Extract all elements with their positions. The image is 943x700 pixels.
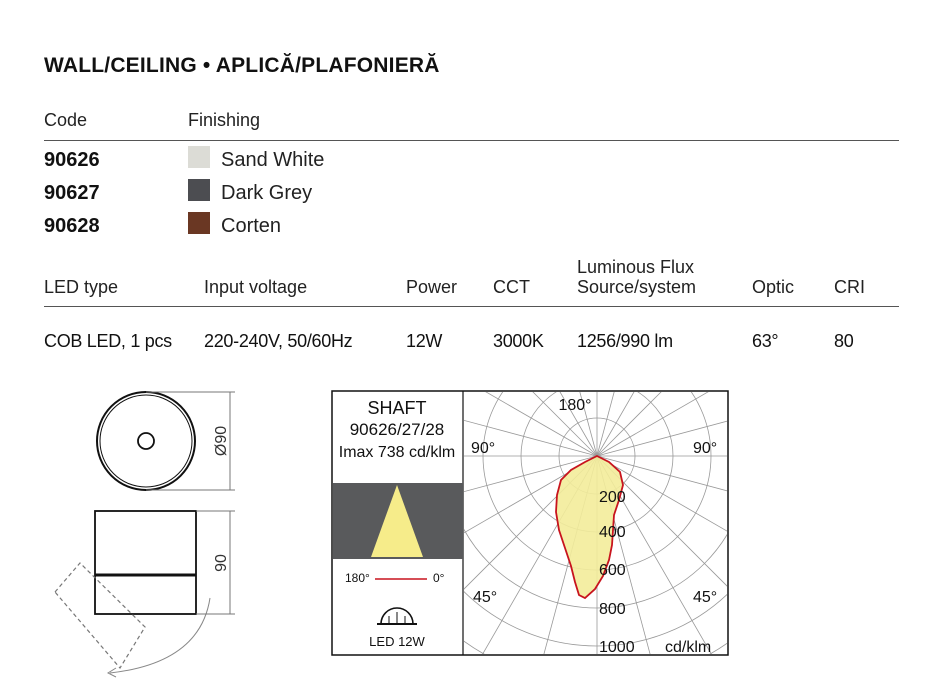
spec-divider bbox=[44, 306, 899, 307]
spec-power: 12W bbox=[406, 331, 443, 351]
technical-drawing bbox=[50, 383, 250, 683]
angle-to-label: 0° bbox=[433, 571, 445, 585]
side-view-drawing bbox=[55, 511, 210, 677]
angle-from-label: 180° bbox=[345, 571, 370, 585]
finishing-column-header: Finishing bbox=[188, 110, 261, 130]
spec-header-cct: CCT bbox=[493, 277, 530, 297]
imax-value: Imax 738 cd/klm bbox=[338, 444, 456, 461]
finish-swatch-sand-white bbox=[188, 146, 210, 168]
variant-finish: Sand White bbox=[221, 149, 325, 171]
header-divider bbox=[44, 140, 899, 141]
spec-input-voltage: 220-240V, 50/60Hz bbox=[204, 331, 353, 351]
spec-header-flux-line2: Source/system bbox=[577, 277, 697, 297]
page-title: WALL/CEILING • APLICĂ/PLAFONIERĂ bbox=[44, 54, 440, 77]
polar-right-45-label: 45° bbox=[693, 589, 718, 606]
variant-code: 90626 bbox=[44, 149, 100, 171]
variant-finish: Corten bbox=[221, 215, 282, 237]
spec-header-optic: Optic bbox=[752, 277, 795, 297]
spec-header-cri: CRI bbox=[834, 277, 865, 297]
finish-swatch-corten bbox=[188, 212, 210, 234]
polar-right-90-label: 90° bbox=[693, 440, 718, 457]
spec-header-led-type: LED type bbox=[44, 277, 119, 297]
finish-swatch-dark-grey bbox=[188, 179, 210, 201]
variant-finish: Dark Grey bbox=[221, 182, 313, 204]
spec-cct: 3000K bbox=[493, 331, 544, 351]
spec-header-flux-line1: Luminous Flux bbox=[577, 257, 695, 277]
diameter-label: Ø90 bbox=[213, 425, 230, 457]
height-label: 90 bbox=[213, 554, 230, 572]
photometric-panel bbox=[331, 390, 731, 658]
unit-label: cd/klm bbox=[665, 639, 712, 656]
polar-left-45-label: 45° bbox=[473, 589, 498, 606]
spec-led-type: COB LED, 1 pcs bbox=[44, 331, 172, 351]
variant-code: 90627 bbox=[44, 182, 100, 204]
spec-optic: 63° bbox=[752, 331, 779, 351]
ring-label: 800 bbox=[599, 601, 626, 618]
top-view-drawing bbox=[97, 392, 195, 490]
ring-label: 200 bbox=[599, 489, 626, 506]
product-name: SHAFT bbox=[367, 398, 427, 418]
product-codes: 90626/27/28 bbox=[349, 420, 445, 439]
code-column-header: Code bbox=[44, 110, 88, 130]
ring-label: 1000 bbox=[599, 639, 635, 656]
spec-cri: 80 bbox=[834, 331, 854, 351]
polar-left-90-label: 90° bbox=[471, 440, 496, 457]
spec-header-input-voltage: Input voltage bbox=[204, 277, 308, 297]
ring-label: 400 bbox=[599, 524, 626, 541]
spec-header-power: Power bbox=[406, 277, 458, 297]
ring-label: 600 bbox=[599, 562, 626, 579]
variant-code: 90628 bbox=[44, 215, 100, 237]
polar-top-label: 180° bbox=[558, 397, 592, 414]
led-label: LED 12W bbox=[369, 634, 425, 649]
spec-flux: 1256/990 lm bbox=[577, 331, 673, 351]
